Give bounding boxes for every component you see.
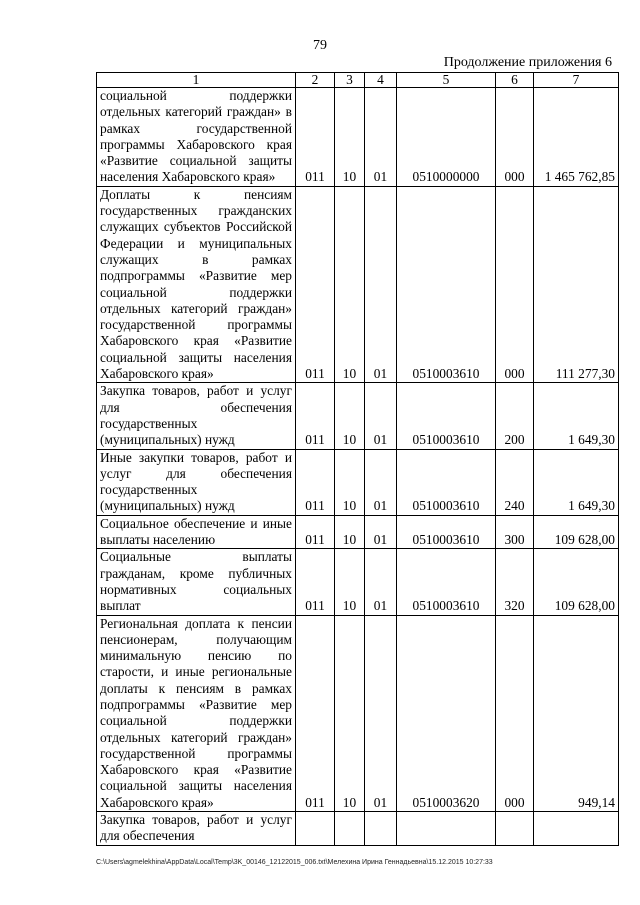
expense-type-cell: 300 — [496, 515, 534, 549]
section-code-cell: 10 — [335, 549, 365, 615]
target-article-cell: 0510003610 — [397, 383, 496, 449]
target-article-cell: 0510003610 — [397, 549, 496, 615]
amount-cell: 1 649,30 — [534, 383, 619, 449]
amount-cell: 109 628,00 — [534, 515, 619, 549]
subsection-code-cell: 01 — [365, 383, 397, 449]
expense-name-cell: Закупка товаров, работ и услуг для обеспечения — [97, 812, 296, 846]
ministry-code-cell — [296, 812, 335, 846]
target-article-cell: 0510003620 — [397, 615, 496, 812]
ministry-code-cell: 011 — [296, 549, 335, 615]
table-row — [97, 449, 619, 515]
expense-name-cell: Доплаты к пенсиям государственных гражданских служащих субъектов Российской Федерации и муниципальных служащих в рамках подпрограммы «Развитие мер социальной поддержки отдельных категорий граждан» государственной программы Хабаровского края «Развитие социальной защиты населения Хабаровского края» — [97, 186, 296, 383]
column-header: 4 — [365, 73, 397, 88]
ministry-code-cell: 011 — [296, 449, 335, 515]
amount-cell — [534, 812, 619, 846]
subsection-code-cell: 01 — [365, 186, 397, 383]
file-path-footer: C:\Users\agmelekhina\AppData\Local\Temp\3K_00146_12122015_006.txt\Мелехина Ирина Геннадьевна\15.12.2015 10:27:33 — [96, 859, 493, 866]
target-article-cell: 0510003610 — [397, 186, 496, 383]
amount-cell: 949,14 — [534, 615, 619, 812]
expense-type-cell: 000 — [496, 88, 534, 187]
table-row — [97, 549, 619, 615]
section-code-cell: 10 — [335, 186, 365, 383]
column-header: 3 — [335, 73, 365, 88]
section-code-cell: 10 — [335, 615, 365, 812]
subsection-code-cell — [365, 812, 397, 846]
subsection-code-cell: 01 — [365, 549, 397, 615]
budget-table — [96, 72, 619, 846]
expense-name-cell: Иные закупки товаров, работ и услуг для обеспечения государственных (муниципальных) нужд — [97, 449, 296, 515]
amount-cell: 109 628,00 — [534, 549, 619, 615]
column-header: 6 — [496, 73, 534, 88]
target-article-cell: 0510003610 — [397, 449, 496, 515]
section-code-cell — [335, 812, 365, 846]
expense-type-cell: 000 — [496, 615, 534, 812]
target-article-cell: 0510003610 — [397, 515, 496, 549]
expense-type-cell: 240 — [496, 449, 534, 515]
column-header: 1 — [97, 73, 296, 88]
expense-type-cell: 000 — [496, 186, 534, 383]
amount-cell: 111 277,30 — [534, 186, 619, 383]
subsection-code-cell: 01 — [365, 615, 397, 812]
ministry-code-cell: 011 — [296, 515, 335, 549]
page-number: 79 — [313, 38, 327, 53]
section-code-cell: 10 — [335, 449, 365, 515]
column-header: 7 — [534, 73, 619, 88]
table-row — [97, 812, 619, 846]
expense-name-cell: Социальное обеспечение и иные выплаты населению — [97, 515, 296, 549]
table-row — [97, 383, 619, 449]
amount-cell: 1 649,30 — [534, 449, 619, 515]
target-article-cell — [397, 812, 496, 846]
table-row — [97, 186, 619, 383]
ministry-code-cell: 011 — [296, 88, 335, 187]
section-code-cell: 10 — [335, 515, 365, 549]
expense-name-cell: Социальные выплаты гражданам, кроме публичных нормативных социальных выплат — [97, 549, 296, 615]
expense-name-cell: Закупка товаров, работ и услуг для обеспечения государственных (муниципальных) нужд — [97, 383, 296, 449]
expense-name-cell: социальной поддержки отдельных категорий граждан» в рамках государственной программы Хабаровского края «Развитие социальной защиты населения Хабаровского края» — [97, 88, 296, 187]
ministry-code-cell: 011 — [296, 186, 335, 383]
ministry-code-cell: 011 — [296, 383, 335, 449]
table-header-row — [97, 73, 619, 88]
column-header: 2 — [296, 73, 335, 88]
table-row — [97, 515, 619, 549]
expense-type-cell: 320 — [496, 549, 534, 615]
expense-type-cell — [496, 812, 534, 846]
table-row — [97, 88, 619, 187]
expense-name-cell: Региональная доплата к пенсии пенсионерам, получающим минимальную пенсию по старости, и иные региональные доплаты к пенсиям в рамках подпрограммы «Развитие мер социальной поддержки отдельных категорий граждан» государственной программы Хабаровского края «Развитие социальной защиты населения Хабаровского края» — [97, 615, 296, 812]
subsection-code-cell: 01 — [365, 515, 397, 549]
section-code-cell: 10 — [335, 383, 365, 449]
ministry-code-cell: 011 — [296, 615, 335, 812]
subsection-code-cell: 01 — [365, 88, 397, 187]
column-header: 5 — [397, 73, 496, 88]
subsection-code-cell: 01 — [365, 449, 397, 515]
expense-type-cell: 200 — [496, 383, 534, 449]
appendix-continuation-title: Продолжение приложения 6 — [443, 55, 612, 70]
section-code-cell: 10 — [335, 88, 365, 187]
amount-cell: 1 465 762,85 — [534, 88, 619, 187]
target-article-cell: 0510000000 — [397, 88, 496, 187]
table-row — [97, 615, 619, 812]
